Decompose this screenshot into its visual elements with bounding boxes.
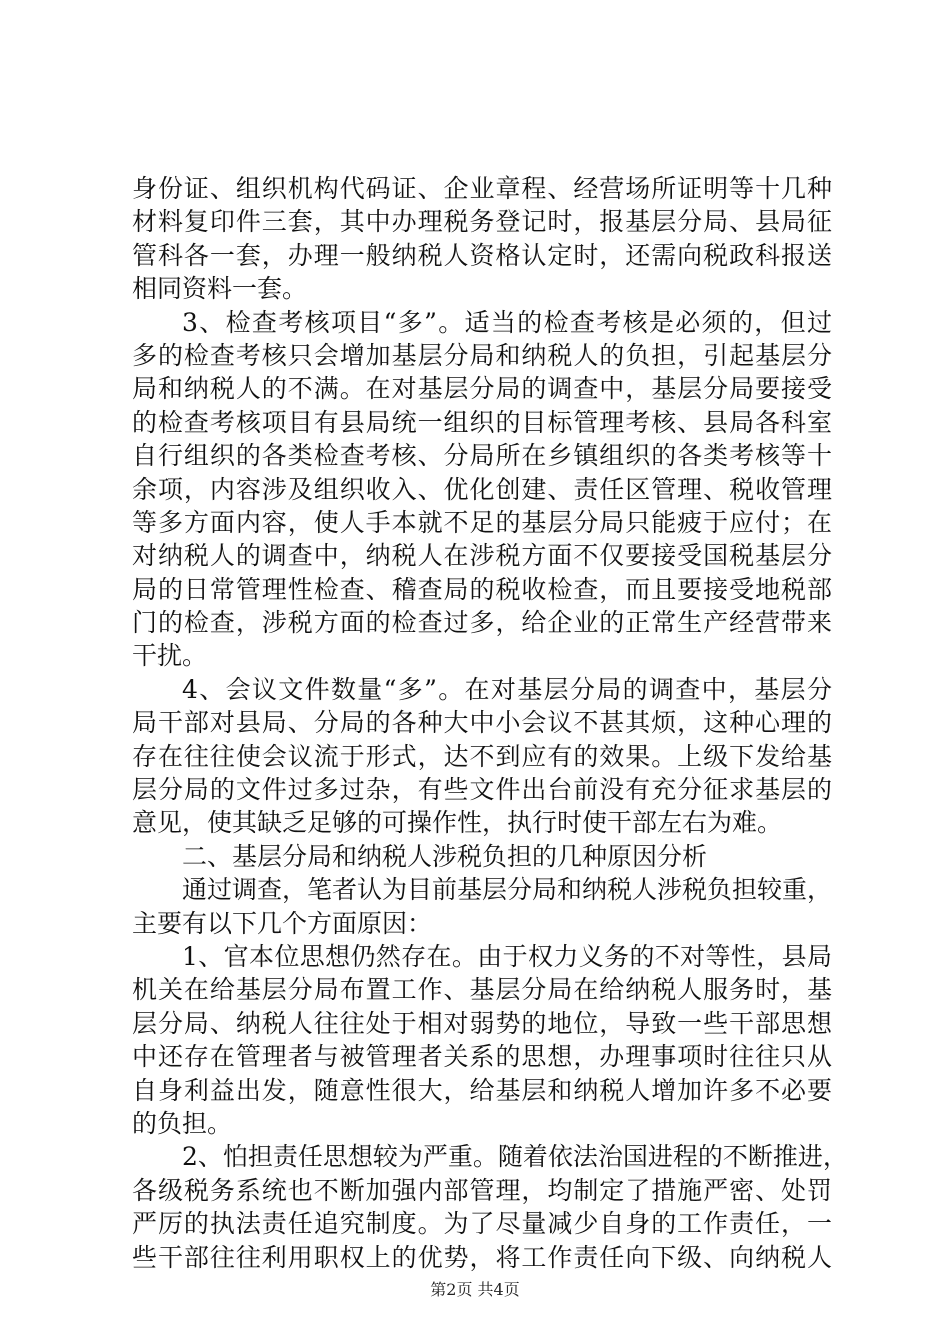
paragraph-start-line: 4、会议文件数量“多”。在对基层分局的调查中，基层分 — [182, 674, 832, 704]
text-line: 局干部对县局、分局的各种大中小会议不甚其烦，这种心理的 — [132, 708, 832, 738]
text-line: 层分局的文件过多过杂，有些文件出台前没有充分征求基层的 — [132, 775, 832, 805]
text-line: 各级税务系统也不断加强内部管理，均制定了措施严密、处罚 — [132, 1175, 832, 1205]
text-line: 主要有以下几个方面原因： — [132, 908, 433, 938]
text-line: 对纳税人的调查中，纳税人在涉税方面不仅要接受国税基层分 — [132, 541, 832, 571]
paragraph-start-line: 通过调查，笔者认为目前基层分局和纳税人涉税负担较重， — [182, 875, 833, 905]
text-line: 存在往往使会议流于形式，达不到应有的效果。上级下发给基 — [132, 741, 832, 771]
text-line: 中还存在管理者与被管理者关系的思想，办理事项时往往只从 — [132, 1042, 832, 1072]
section-heading: 二、基层分局和纳税人涉税负担的几种原因分析 — [182, 841, 708, 871]
text-line: 余项，内容涉及组织收入、优化创建、责任区管理、税收管理 — [132, 474, 832, 504]
text-line: 门的检查，涉税方面的检查过多，给企业的正常生产经营带来 — [132, 608, 832, 638]
text-line: 些干部往往利用职权上的优势，将工作责任向下级、向纳税人 — [132, 1242, 832, 1272]
text-line: 管科各一套，办理一般纳税人资格认定时，还需向税政科报送 — [132, 240, 832, 270]
text-line: 的检查考核项目有县局统一组织的目标管理考核、县局各科室 — [132, 407, 832, 437]
text-line: 局和纳税人的不满。在对基层分局的调查中，基层分局要接受 — [132, 374, 832, 404]
paragraph-start-line: 3、检查考核项目“多”。适当的检查考核是必须的，但过 — [182, 307, 832, 337]
text-line: 干扰。 — [132, 641, 208, 671]
document-body — [132, 172, 848, 1274]
text-line: 严厉的执法责任追究制度。为了尽量减少自身的工作责任，一 — [132, 1209, 832, 1239]
text-line: 身份证、组织机构代码证、企业章程、经营场所证明等十几种 — [132, 174, 832, 203]
paragraph-start-line: 2、怕担责任思想较为严重。随着依法治国进程的不断推进， — [182, 1142, 848, 1172]
text-line: 自身利益出发，随意性很大，给基层和纳税人增加许多不必要 — [132, 1075, 832, 1105]
text-line: 等多方面内容，使人手本就不足的基层分局只能疲于应付；在 — [132, 507, 832, 537]
text-line: 自行组织的各类检查考核、分局所在乡镇组织的各类考核等十 — [132, 441, 832, 471]
text-line: 意见，使其缺乏足够的可操作性，执行时使干部左右为难。 — [132, 808, 783, 838]
text-line: 多的检查考核只会增加基层分局和纳税人的负担，引起基层分 — [132, 340, 832, 370]
paragraph-start-line: 1、官本位思想仍然存在。由于权力义务的不对等性，县局 — [182, 941, 832, 971]
text-line: 相同资料一套。 — [132, 274, 308, 304]
page-number-footer: 第2页 共4页 — [430, 1280, 520, 1299]
text-line: 机关在给基层分局布置工作、基层分局在给纳税人服务时，基 — [132, 975, 832, 1005]
text-line: 层分局、纳税人往往处于相对弱势的地位，导致一些干部思想 — [132, 1008, 832, 1038]
text-line: 材料复印件三套，其中办理税务登记时，报基层分局、县局征 — [132, 207, 832, 237]
text-line: 局的日常管理性检查、稽查局的税收检查，而且要接受地税部 — [132, 574, 832, 604]
text-line: 的负担。 — [132, 1108, 233, 1138]
